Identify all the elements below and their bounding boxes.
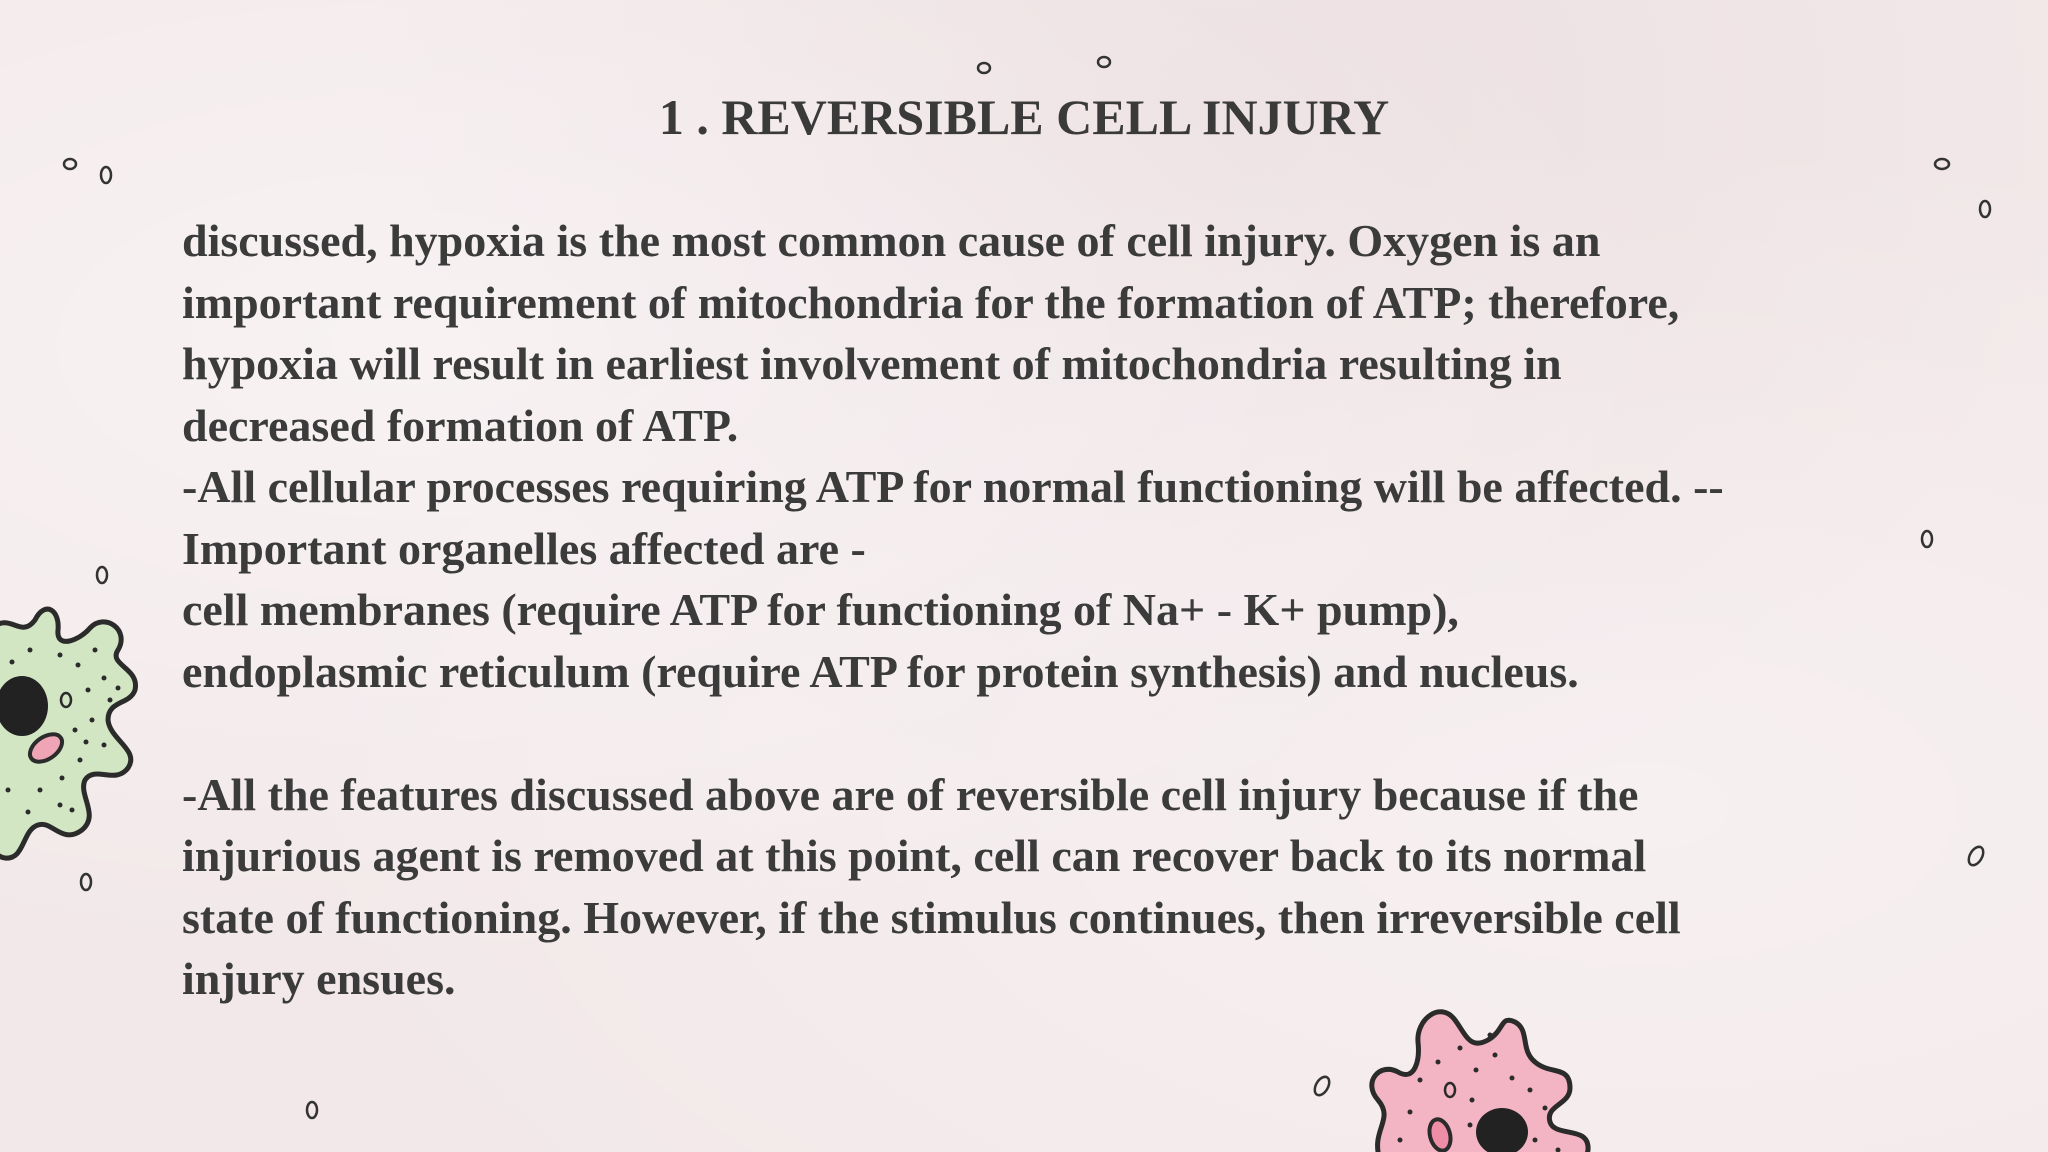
text-line: decreased formation of ATP. [182, 399, 739, 451]
text-line: hypoxia will result in earliest involvement of mitochondria resulting in [182, 338, 1562, 389]
text-line: state of functioning. However, if the stimulus continues, then irreversible cell [182, 891, 1681, 943]
page-title: 1 . REVERSIBLE CELL INJURY [658, 89, 1390, 145]
body-text [182, 210, 1942, 1010]
text-line: important requirement of mitochondria for the formation of ATP; therefore, [182, 276, 1680, 328]
text-line: -All cellular processes requiring ATP for normal functioning will be affected. -- [182, 461, 1724, 512]
text-line: Important organelles affected are - [182, 522, 866, 574]
text-line: endoplasmic reticulum (require ATP for protein synthesis) and nucleus. [182, 645, 1579, 697]
text-line: discussed, hypoxia is the most common cause of cell injury. Oxygen is an [182, 215, 1601, 266]
text-line: injury ensues. [182, 953, 456, 1004]
text-line: injurious agent is removed at this point, cell can recover back to its normal [182, 830, 1647, 881]
text-line: cell membranes (require ATP for functioning of Na+ - K+ pump), [182, 584, 1459, 635]
text-line: -All the features discussed above are of reversible cell injury because if the [182, 768, 1639, 820]
paragraph-gap [182, 702, 1942, 764]
